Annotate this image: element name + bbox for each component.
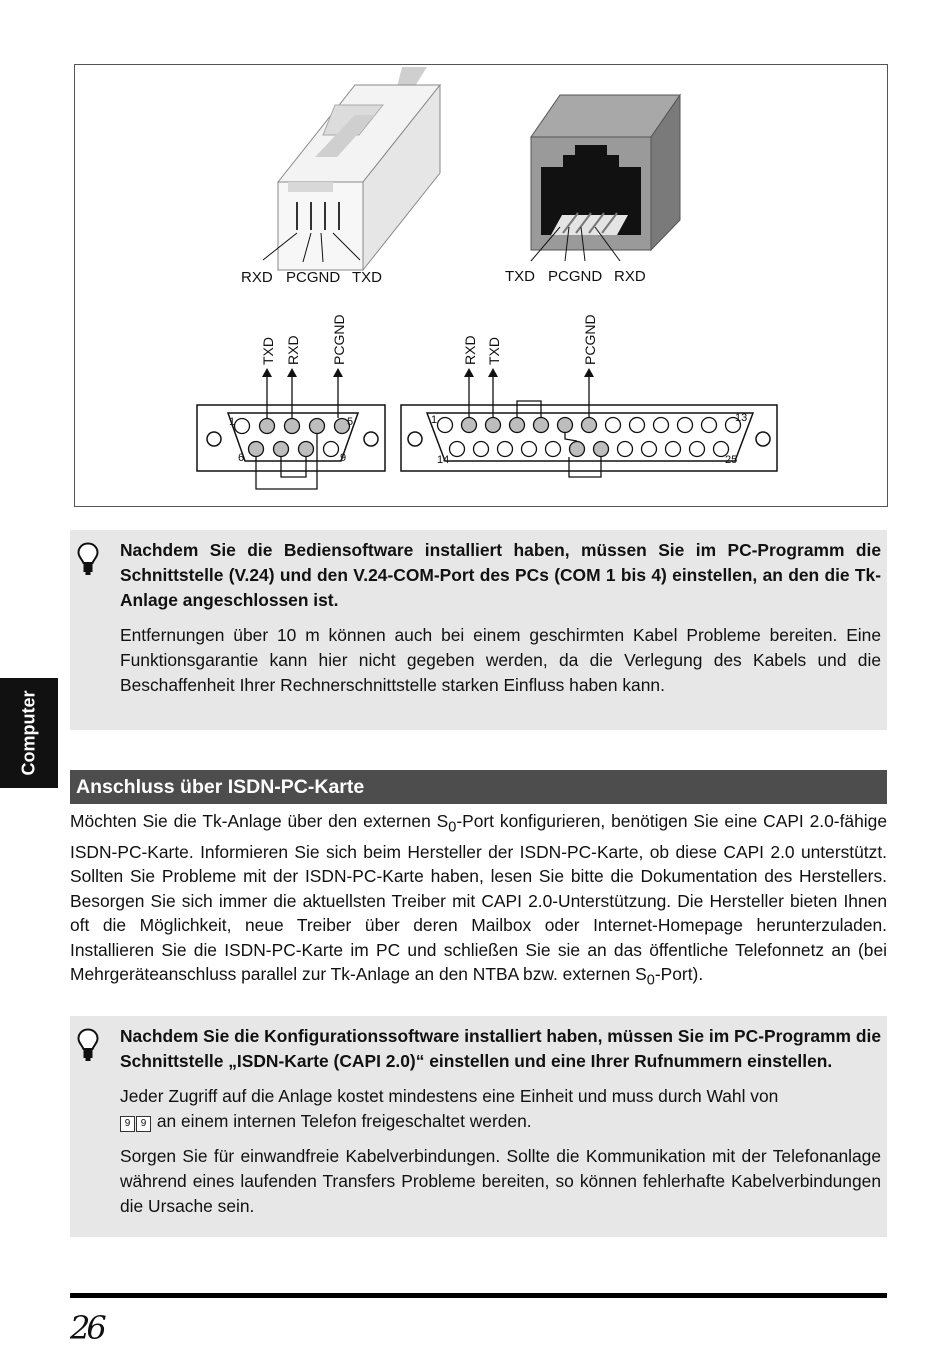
plug-labels [241, 269, 382, 286]
connector-diagram [74, 64, 888, 507]
rj-socket [531, 95, 680, 261]
db25-pin-13: 13 [735, 412, 748, 424]
footer-rule [70, 1293, 887, 1298]
socket-label-rxd: RXD [614, 268, 646, 285]
db25-label-txd: TXD [486, 337, 502, 365]
socket-label-pcgnd: PCGND [548, 268, 603, 285]
db25-pin-1: 1 [431, 414, 438, 426]
hint-2-bold-text: Nachdem Sie die Konfigurationssoftware installiert haben, müssen Sie im PC-Programm die Schnittstelle „ISDN-Karte (CAPI 2.0)“ einstellen und eine Ihrer Rufnummern einstellen. [120, 1026, 881, 1071]
db25-connector [401, 368, 777, 477]
db9-pin-6: 6 [238, 452, 245, 464]
hint-2-text-1 [120, 1084, 881, 1134]
socket-labels [505, 268, 646, 285]
side-tab [0, 678, 58, 788]
db9-pin-9: 9 [340, 452, 347, 464]
section-body-part-1: Möchten Sie die Tk-Anlage über den externen S [70, 811, 449, 831]
key-icon-9: 9 [136, 1116, 151, 1132]
socket-label-txd: TXD [505, 268, 535, 285]
db9-signal-labels [260, 314, 347, 365]
rj-plug [263, 67, 440, 270]
db9-pin-5: 5 [347, 416, 354, 428]
hint-2-text-1-start: Jeder Zugriff auf die Anlage kostet mindestens eine Einheit und muss durch Wahl von [120, 1086, 779, 1106]
section-heading: Anschluss über ISDN-PC-Karte [70, 770, 887, 804]
db25-pin-25: 25 [725, 454, 738, 466]
plug-label-pcgnd: PCGND [286, 269, 341, 286]
page-number: 26 [70, 1309, 103, 1347]
lightbulb-icon [77, 1028, 99, 1062]
hint-box-1 [70, 530, 887, 730]
lightbulb-icon [77, 542, 99, 576]
hint-1-text: Entfernungen über 10 m können auch bei einem geschirmten Kabel Probleme bereiten. Eine Funktionsgarantie kann hier nicht gegeben werden, da die Verlegung des Kabels und die Beschaffenheit Ihrer Rechnerschnittstelle starken Einfluss haben kann. [120, 625, 881, 695]
plug-label-txd: TXD [352, 269, 382, 286]
db25-label-pcgnd: PCGND [582, 314, 598, 365]
section-body [70, 809, 887, 993]
hint-box-2 [70, 1016, 887, 1237]
key-icon-9: 9 [120, 1116, 135, 1132]
db9-label-rxd: RXD [285, 335, 301, 365]
db25-signal-labels [462, 314, 598, 365]
db9-label-txd: TXD [260, 337, 276, 365]
db25-pin-14: 14 [437, 454, 450, 466]
side-tab-label: Computer [18, 690, 39, 776]
db25-label-rxd: RXD [462, 335, 478, 365]
db9-connector [197, 368, 385, 489]
hint-2-text-2: Sorgen Sie für einwandfreie Kabelverbindungen. Sollte die Kommunikation mit der Telefonanlage während eines laufenden Transfers Probleme bereiten, so können fehlerhafte Kabelverbindungen die Ursache sein. [120, 1146, 881, 1216]
section-body-part-2: -Port konfigurieren, benötigen Sie eine CAPI 2.0-fähige ISDN-PC-Karte. Informieren Sie sich beim Hersteller der ISDN-PC-Karte, ob diese CAPI 2.0 unterstützt. Sollten Sie Probleme mit der ISDN-PC-Karte haben, lesen Sie bitte die Dokumentation des Herstellers. Besorgen Sie sich immer die aktuellsten Treiber mit CAPI 2.0-Unterstützung. Die Hersteller bieten Ihnen oft die Möglichkeit, neue Treiber über deren Mailbox oder Internet-Homepage herunterzuladen. Installieren Sie die ISDN-PC-Karte im PC und schließen Sie sie an das öffentliche Telefonnetz an (bei Mehrgeräteanschluss parallel zur Tk-Anlage an den NTBA bzw. externen S [70, 811, 887, 984]
section-body-part-3: -Port). [654, 963, 704, 984]
hint-1-bold-text: Nachdem Sie die Bediensoftware installiert haben, müssen Sie im PC-Programm die Schnittstelle (V.24) und den V.24-COM-Port des PCs (COM 1 bis 4) einstellen, an den die Tk-Anlage angeschlossen ist. [120, 540, 881, 610]
connector-diagram-svg [75, 65, 887, 506]
plug-label-rxd: RXD [241, 269, 273, 286]
db9-pin-1: 1 [229, 416, 236, 428]
hint-2-text-1-end: an einem internen Telefon freigeschaltet werden. [152, 1111, 532, 1131]
section-body-subscript-2: 0 [646, 972, 655, 989]
db9-label-pcgnd: PCGND [331, 314, 347, 365]
section-body-subscript-1: 0 [448, 819, 457, 836]
